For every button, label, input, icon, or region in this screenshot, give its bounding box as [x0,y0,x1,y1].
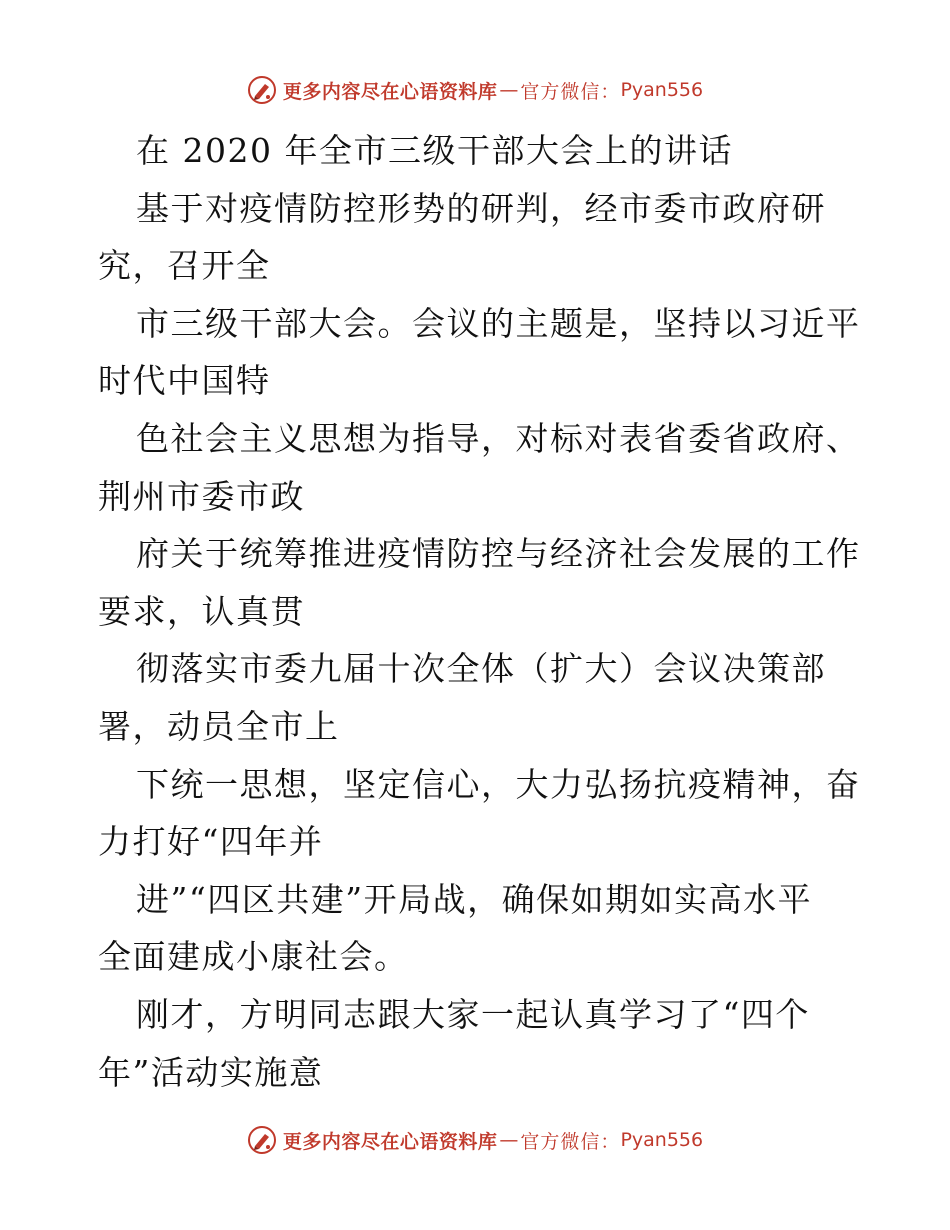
text-line: 下统一思想，坚定信心，大力弘扬抗疫精神，奋 [136,764,861,804]
banner-dash: — [499,79,519,101]
text-line: 基于对疫情防控形势的研判，经市委市政府研 [136,188,826,228]
pen-logo-icon [247,1125,277,1155]
text-line: 彻落实市委九届十次全体（扩大）会议决策部 [136,649,826,689]
banner-site-name: 更多内容尽在心语资料库 [282,1130,498,1153]
text-line: 在 2020 年全市三级干部大会上的讲话 [136,131,733,170]
text-line: 署，动员全市上 [98,706,340,746]
document-body [98,122,861,1101]
header-banner [0,70,950,110]
banner-wechat-id: Pyan556 [620,79,704,101]
text-line: 力打好“四年并 [98,822,324,862]
banner-dash: — [499,1129,519,1151]
text-line: 市三级干部大会。会议的主题是，坚持以习近平 [136,303,861,343]
text-line: 刚才，方明同志跟大家一起认真学习了“四个 [136,994,810,1034]
pen-logo-icon [247,75,277,105]
text-line: 要求，认真贯 [98,591,305,631]
text-line: 府关于统筹推进疫情防控与经济社会发展的工作 [136,534,861,574]
text-line: 荆州市委市政 [98,476,305,516]
banner-wechat-id: Pyan556 [620,1129,704,1151]
text-line: 究，召开全 [98,246,271,286]
banner-wechat-label: 官方微信： [520,80,621,103]
text-line: 全面建成小康社会。 [98,937,409,977]
text-line: 时代中国特 [98,361,271,401]
banner-site-name: 更多内容尽在心语资料库 [282,80,498,103]
footer-banner [0,1120,950,1160]
text-line: 进”“四区共建”开局战，确保如期如实高水平 [136,879,813,919]
text-line: 年”活动实施意 [98,1052,324,1092]
text-line: 色社会主义思想为指导，对标对表省委省政府、 [136,418,861,458]
banner-wechat-label: 官方微信： [520,1130,621,1153]
